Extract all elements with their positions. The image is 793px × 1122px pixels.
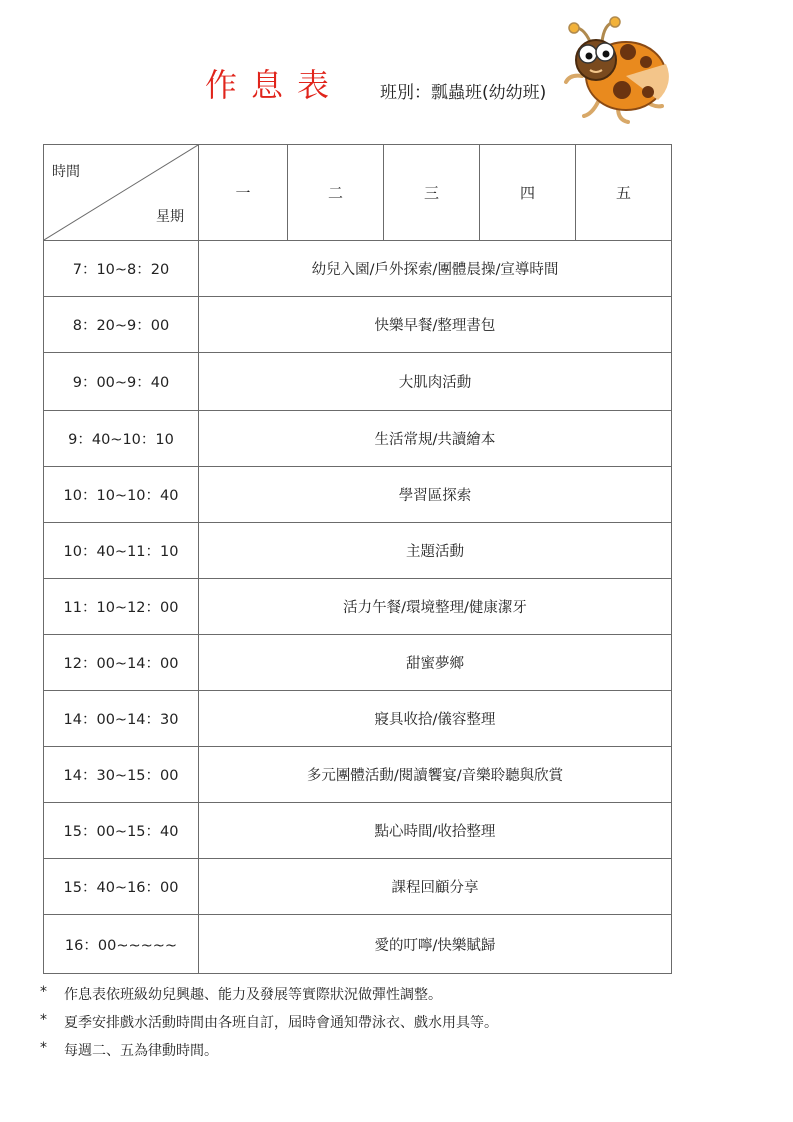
notes-list: [40, 984, 498, 1068]
day-header-mon: 一: [199, 145, 288, 241]
corner-cell: [44, 145, 199, 241]
note-bullet: *: [40, 984, 47, 1000]
activity-cell: 主題活動: [199, 523, 672, 579]
activity-cell: 課程回顧分享: [199, 859, 672, 915]
activity-cell: 愛的叮嚀/快樂賦歸: [199, 915, 672, 974]
day-header-wed: 三: [384, 145, 480, 241]
time-cell: 14：30~15：00: [44, 747, 199, 803]
time-cell: 15：40~16：00: [44, 859, 199, 915]
day-header-fri: 五: [576, 145, 672, 241]
activity-cell: 快樂早餐/整理書包: [199, 297, 672, 353]
time-cell: 12：00~14：00: [44, 635, 199, 691]
table-row: [44, 691, 672, 747]
day-header-tue: 二: [288, 145, 384, 241]
list-item: [40, 1040, 498, 1068]
table-row: [44, 297, 672, 353]
time-cell: 10：10~10：40: [44, 467, 199, 523]
table-row: [44, 411, 672, 467]
table-row: [44, 241, 672, 297]
time-cell: 7：10~8：20: [44, 241, 199, 297]
list-item: [40, 1012, 498, 1040]
time-cell: 8：20~9：00: [44, 297, 199, 353]
time-cell: 15：00~15：40: [44, 803, 199, 859]
note-bullet: *: [40, 1012, 47, 1028]
activity-cell: 甜蜜夢鄉: [199, 635, 672, 691]
table-header-row: [44, 145, 672, 241]
class-label: 班別：瓢蟲班(幼幼班): [380, 83, 547, 103]
day-header-thu: 四: [480, 145, 576, 241]
activity-cell: 幼兒入園/戶外探索/團體晨操/宣導時間: [199, 241, 672, 297]
time-cell: 16：00~~~~~: [44, 915, 199, 974]
corner-day-label: 星期: [156, 209, 184, 225]
activity-cell: 學習區探索: [199, 467, 672, 523]
note-text: 作息表依班級幼兒興趣、能力及發展等實際狀況做彈性調整。: [64, 987, 442, 1003]
activity-cell: 多元團體活動/閱讀饗宴/音樂聆聽與欣賞: [199, 747, 672, 803]
note-bullet: *: [40, 1040, 47, 1056]
page-title: 作息表: [205, 66, 344, 104]
table-row: [44, 579, 672, 635]
activity-cell: 點心時間/收拾整理: [199, 803, 672, 859]
time-cell: 9：00~9：40: [44, 353, 199, 411]
time-cell: 11：10~12：00: [44, 579, 199, 635]
schedule-table: [43, 144, 672, 974]
table-row: [44, 635, 672, 691]
note-text: 夏季安排戲水活動時間由各班自訂，屆時會通知帶泳衣、戲水用具等。: [64, 1015, 498, 1031]
activity-cell: 生活常規/共讀繪本: [199, 411, 672, 467]
time-cell: 9：40~10：10: [44, 411, 199, 467]
table-row: [44, 467, 672, 523]
table-row: [44, 803, 672, 859]
activity-cell: 活力午餐/環境整理/健康潔牙: [199, 579, 672, 635]
table-row: [44, 859, 672, 915]
table-row: [44, 915, 672, 974]
ladybug-icon: [562, 16, 672, 126]
time-cell: 10：40~11：10: [44, 523, 199, 579]
activity-cell: 寢具收拾/儀容整理: [199, 691, 672, 747]
table-row: [44, 523, 672, 579]
table-row: [44, 353, 672, 411]
activity-cell: 大肌肉活動: [199, 353, 672, 411]
corner-time-label: 時間: [52, 164, 80, 180]
list-item: [40, 984, 498, 1012]
note-text: 每週二、五為律動時間。: [64, 1043, 218, 1059]
time-cell: 14：00~14：30: [44, 691, 199, 747]
table-row: [44, 747, 672, 803]
